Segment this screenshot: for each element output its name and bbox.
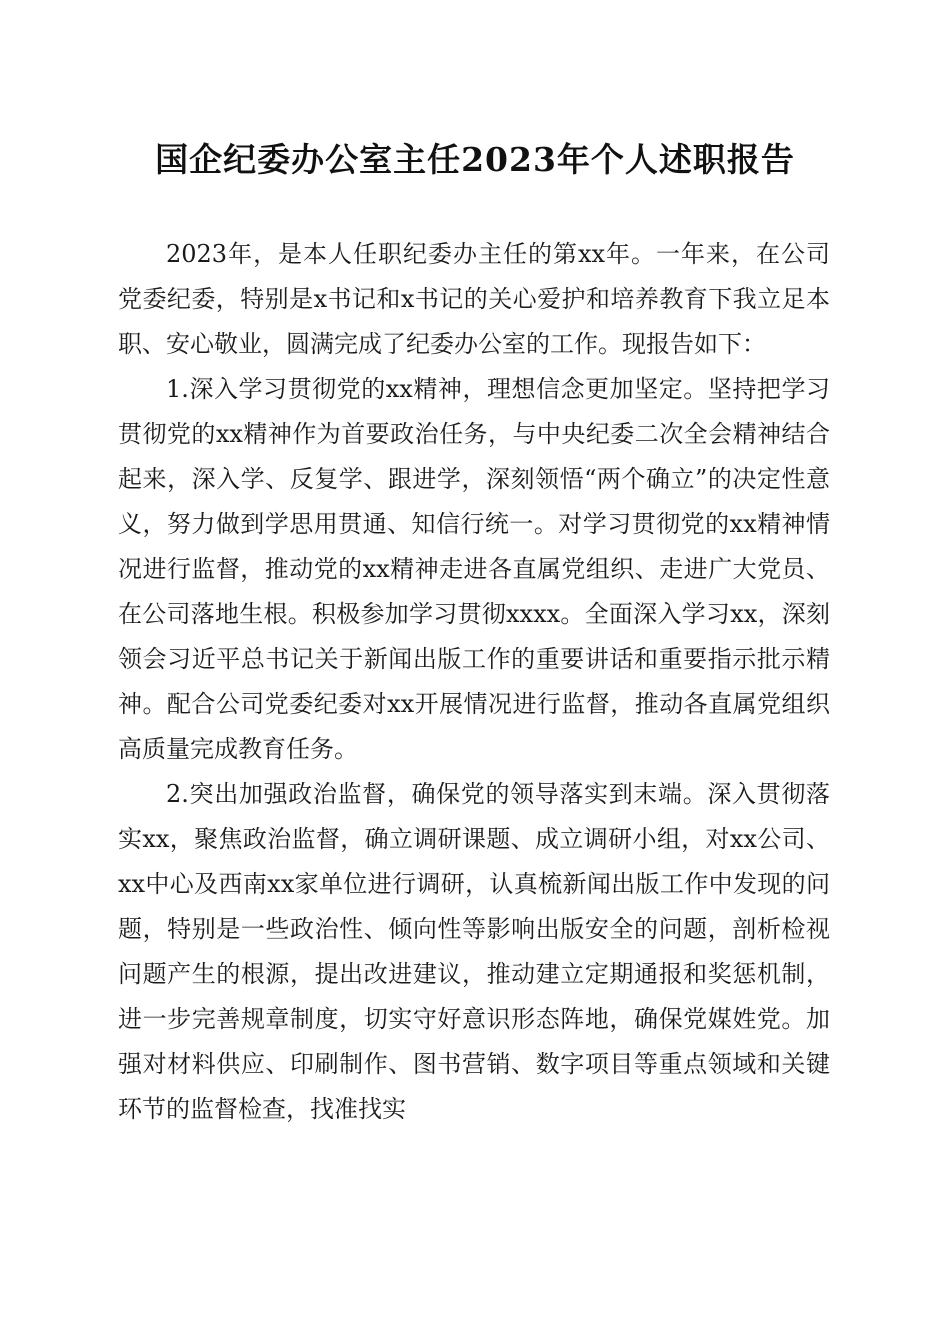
paragraph-section-1: 1.深入学习贯彻党的xx精神，理想信念更加坚定。坚持把学习贯彻党的xx精神作为首要政治任务，与中央纪委二次全会精神结合起来，深入学、反复学、跟进学，深刻领悟“两个确立”的决定性意义，努力做到学思用贯通、知信行统一。对学习贯彻党的xx精神情况进行监督，推动党的xx精神走进各直属党组织、走进广大党员、在公司落地生根。积极参加学习贯彻xxxx。全面深入学习xx，深刻领会习近平总书记关于新闻出版工作的重要讲话和重要指示批示精神。配合公司党委纪委对xx开展情况进行监督，推动各直属党组织高质量完成教育任务。 [118,375,830,763]
document-body [118,232,830,1132]
paragraph-section-2: 2.突出加强政治监督，确保党的领导落实到末端。深入贯彻落实xx，聚焦政治监督，确立调研课题、成立调研小组，对xx公司、xx中心及西南xx家单位进行调研，认真梳新闻出版工作中发现的问题，特别是一些政治性、倾向性等影响出版安全的问题，剖析检视问题产生的根源，提出改进建议，推动建立定期通报和奖惩机制，进一步完善规章制度，切实守好意识形态阵地，确保党媒姓党。加强对材料供应、印刷制作、图书营销、数字项目等重点领域和关键环节的监督检查，找准找实 [118,780,830,1123]
document-title: 国企纪委办公室主任2023年个人述职报告 [155,140,795,179]
paragraph-intro: 2023年，是本人任职纪委办主任的第xx年。一年来，在公司党委纪委，特别是x书记和x书记的关心爱护和培养教育下我立足本职、安心敬业，圆满完成了纪委办公室的工作。现报告如下： [118,240,830,358]
